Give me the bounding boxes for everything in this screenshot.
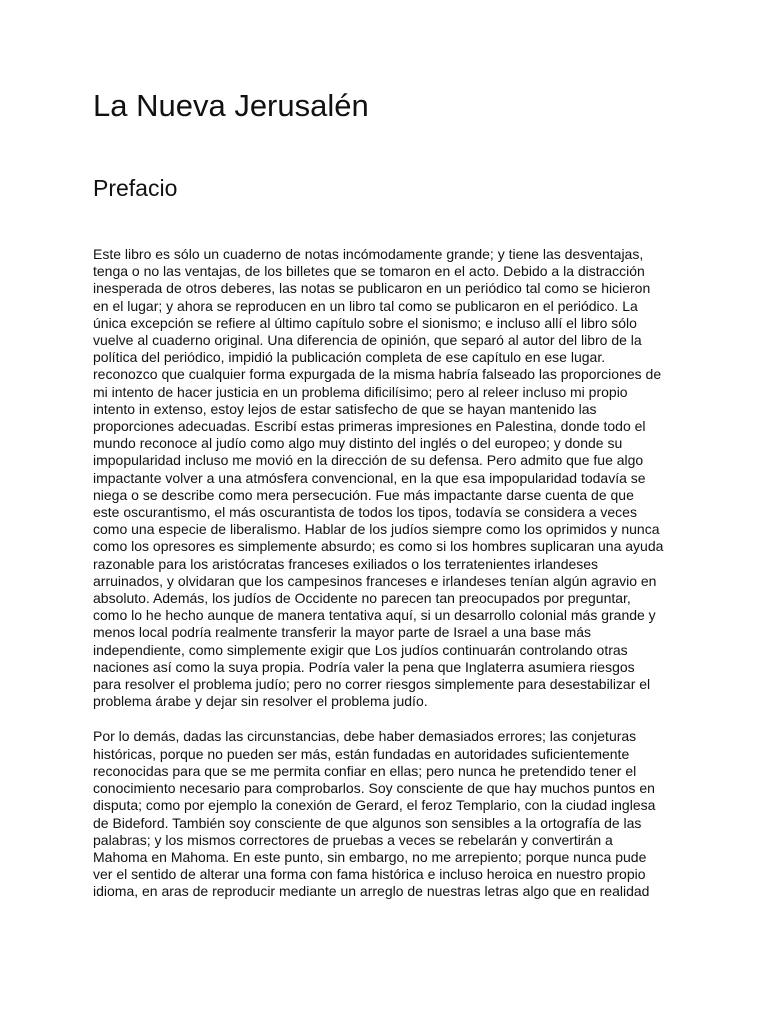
text-line: niega o se describe como mera persecución. Fue más impactante darse cuenta de que <box>93 486 634 503</box>
text-line: palabras; y los mismos correctores de pruebas a veces se rebelarán y convertirán a <box>93 831 613 848</box>
text-line: como los opresores es simplemente absurdo; es como si los hombres suplicaran una ayuda <box>93 538 664 555</box>
text-line: históricas, porque no pueden ser más, están fundadas en autoridades suficientemente <box>93 745 630 762</box>
text-line: arruinados, y olvidaran que los campesinos franceses e irlandeses tenían algún agravio en <box>93 572 657 589</box>
text-line: menos local podría realmente transferir la mayor parte de Israel a una base más <box>93 624 592 641</box>
text-line: reconozco que cualquier forma expurgada de la misma habría falseado las proporciones de <box>93 366 662 383</box>
text-line: mi intento de hacer justicia en un problema dificilísimo; pero al releer incluso mi propio <box>93 383 628 400</box>
text-line: única excepción se refiere al último capítulo sobre el sionismo; e incluso allí el libro sólo <box>93 314 637 331</box>
text-line: como una especie de liberalismo. Hablar de los judíos siempre como los oprimidos y nunca <box>93 521 660 538</box>
text-line: ver el sentido de alterar una forma con fama histórica e incluso heroica en nuestro propio <box>93 866 646 883</box>
text-line: independiente, como simplemente exigir que Los judíos continuarán controlando otras <box>93 641 628 658</box>
text-line: política del periódico, impidió la publicación completa de ese capítulo en ese lugar. <box>93 349 606 366</box>
text-line: Este libro es sólo un cuaderno de notas incómodamente grande; y tiene las desventajas, <box>93 246 644 262</box>
text-line: mundo reconoce al judío como algo muy distinto del inglés o del europeo; y donde su <box>93 435 623 452</box>
text-line: este oscurantismo, el más oscurantista de todos los tipos, todavía se considera a veces <box>93 504 637 521</box>
text-line: vuelve al cuaderno original. Una diferencia de opinión, que separó al autor del libro de la <box>93 332 642 349</box>
text-line: como lo he hecho aunque de manera tentativa aquí, si un desarrollo colonial más grande y <box>93 607 656 624</box>
text-line: de Bideford. También soy consciente de que algunos son sensibles a la ortografía de las <box>93 814 642 831</box>
text-line: inesperada de otros deberes, las notas se publicaron en un periódico tal como se hicieron <box>93 280 651 297</box>
text-line: problema árabe y dejar sin resolver el problema judío. <box>93 693 428 710</box>
text-line: conocimiento necesario para comprobarlos. Soy consciente de que hay muchos puntos en <box>93 780 655 797</box>
paragraph <box>93 246 693 710</box>
section-heading: Prefacio <box>93 175 178 201</box>
text-line: impopularidad incluso me movió en la dirección de su defensa. Pero admito que fue algo <box>93 452 644 469</box>
text-line: Por lo demás, dadas las circunstancias, debe haber demasiados errores; las conjeturas <box>93 728 637 745</box>
text-line: tenga o no las ventajas, de los billetes que se tomaron en el acto. Debido a la distracción <box>93 263 645 280</box>
text-line: razonable para los aristócratas franceses exiliados o los terratenientes irlandeses <box>93 555 599 572</box>
text-line: intento in extenso, estoy lejos de estar satisfecho de que se hayan mantenido las <box>93 400 597 417</box>
text-line: reconocidas para que se me permita confiar en ellas; pero nunca he pretendido tener el <box>93 762 637 779</box>
text-line: para resolver el problema judío; pero no correr riesgos simplemente para desestabilizar el <box>93 676 651 693</box>
page-title: La Nueva Jerusalén <box>93 88 369 123</box>
text-line: absoluto. Además, los judíos de Occidente no parecen tan preocupados por preguntar, <box>93 590 631 607</box>
text-line: naciones así como la suya propia. Podría valer la pena que Inglaterra asumiera riesgos <box>93 658 635 675</box>
paragraph <box>93 728 693 900</box>
text-line: disputa; como por ejemplo la conexión de Gerard, el feroz Templario, con la ciudad inglesa <box>93 797 656 814</box>
text-line: Mahoma en Mahoma. En este punto, sin embargo, no me arrepiento; porque nunca pude <box>93 848 647 865</box>
text-line: impactante volver a una atmósfera convencional, en la que esa impopularidad todavía se <box>93 469 646 486</box>
text-line: proporciones adecuadas. Escribí estas primeras impresiones en Palestina, donde todo el <box>93 418 646 435</box>
body-text <box>93 246 693 919</box>
text-line: idioma, en aras de reproducir mediante un arreglo de nuestras letras algo que en realidad <box>93 883 650 900</box>
text-line: en el lugar; y ahora se reproducen en un libro tal como se publicaron en el periódico. La <box>93 297 638 314</box>
